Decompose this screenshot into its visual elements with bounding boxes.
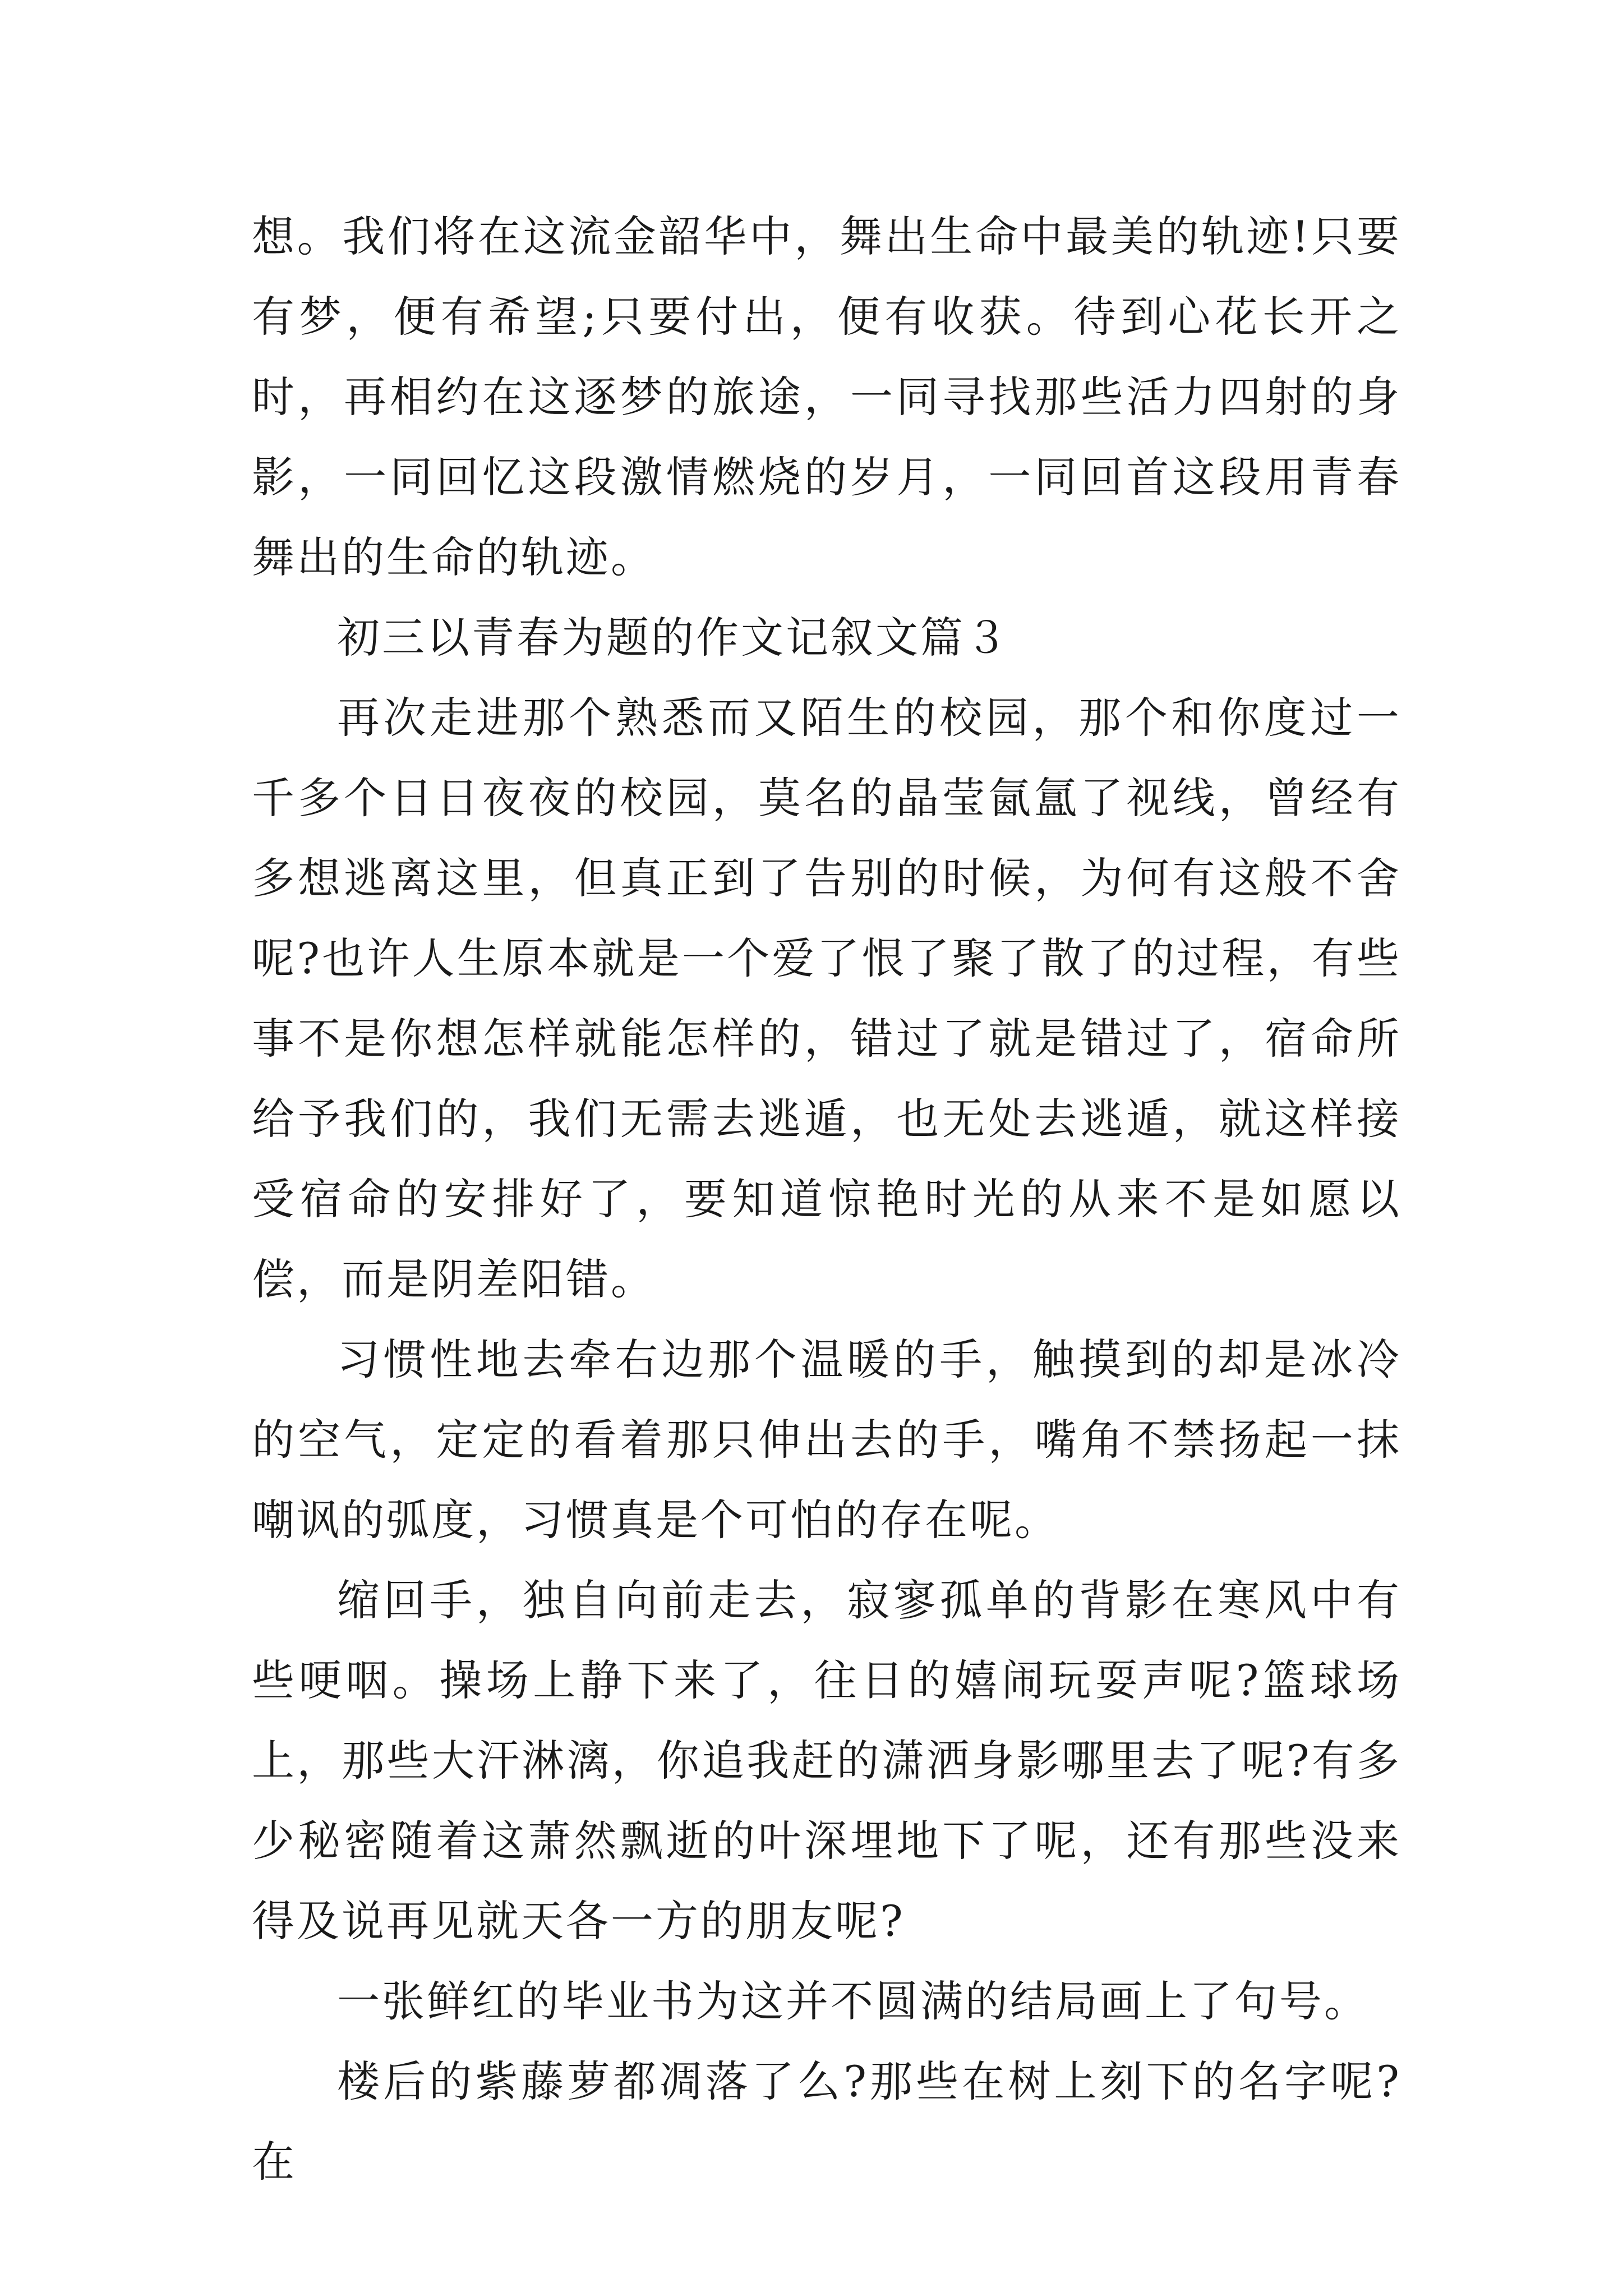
paragraph: 习惯性地去牵右边那个温暖的手，触摸到的却是冰冷的空气，定定的看着那只伸出去的手，嘴角不禁扬起一抹嘲讽的弧度，习惯真是个可怕的存在呢。 <box>252 1335 1401 1545</box>
paragraph: 再次走进那个熟悉而又陌生的校园，那个和你度过一千多个日日夜夜的校园，莫名的晶莹氤氲了视线，曾经有多想逃离这里，但真正到了告别的时候，为何有这般不舍呢?也许人生原本就是一个爱了恨了聚了散了的过程，有些事不是你想怎样就能怎样的，错过了就是错过了，宿命所给予我们的，我们无需去逃遁，也无处去逃遁，就这样接受宿命的安排好了，要知道惊艳时光的从来不是如愿以偿，而是阴差阳错。 <box>252 693 1401 1304</box>
paragraph: 一张鲜红的毕业书为这并不圆满的结局画上了句号。 <box>337 1976 1369 2026</box>
section-heading: 初三以青春为题的作文记叙文篇３ <box>337 613 1010 662</box>
paragraph-continuation: 想。我们将在这流金韶华中，舞出生命中最美的轨迹!只要有梦，便有希望;只要付出，便有收获。待到心花长开之时，再相约在这逐梦的旅途，一同寻找那些活力四射的身影，一同回忆这段激情燃烧的岁月，一同回首这段用青春舞出的生命的轨迹。 <box>252 211 1401 582</box>
paragraph: 缩回手，独自向前走去，寂寥孤单的背影在寒风中有些哽咽。操场上静下来了，往日的嬉闹玩耍声呢?篮球场上，那些大汗淋漓，你追我赶的潇洒身影哪里去了呢?有多少秘密随着这萧然飘逝的叶深埋地下了呢，还有那些没来得及说再见就天各一方的朋友呢? <box>252 1575 1401 1946</box>
document-body <box>252 196 1401 2202</box>
paragraph: 楼后的紫藤萝都凋落了么?那些在树上刻下的名字呢?在 <box>252 2056 1401 2187</box>
